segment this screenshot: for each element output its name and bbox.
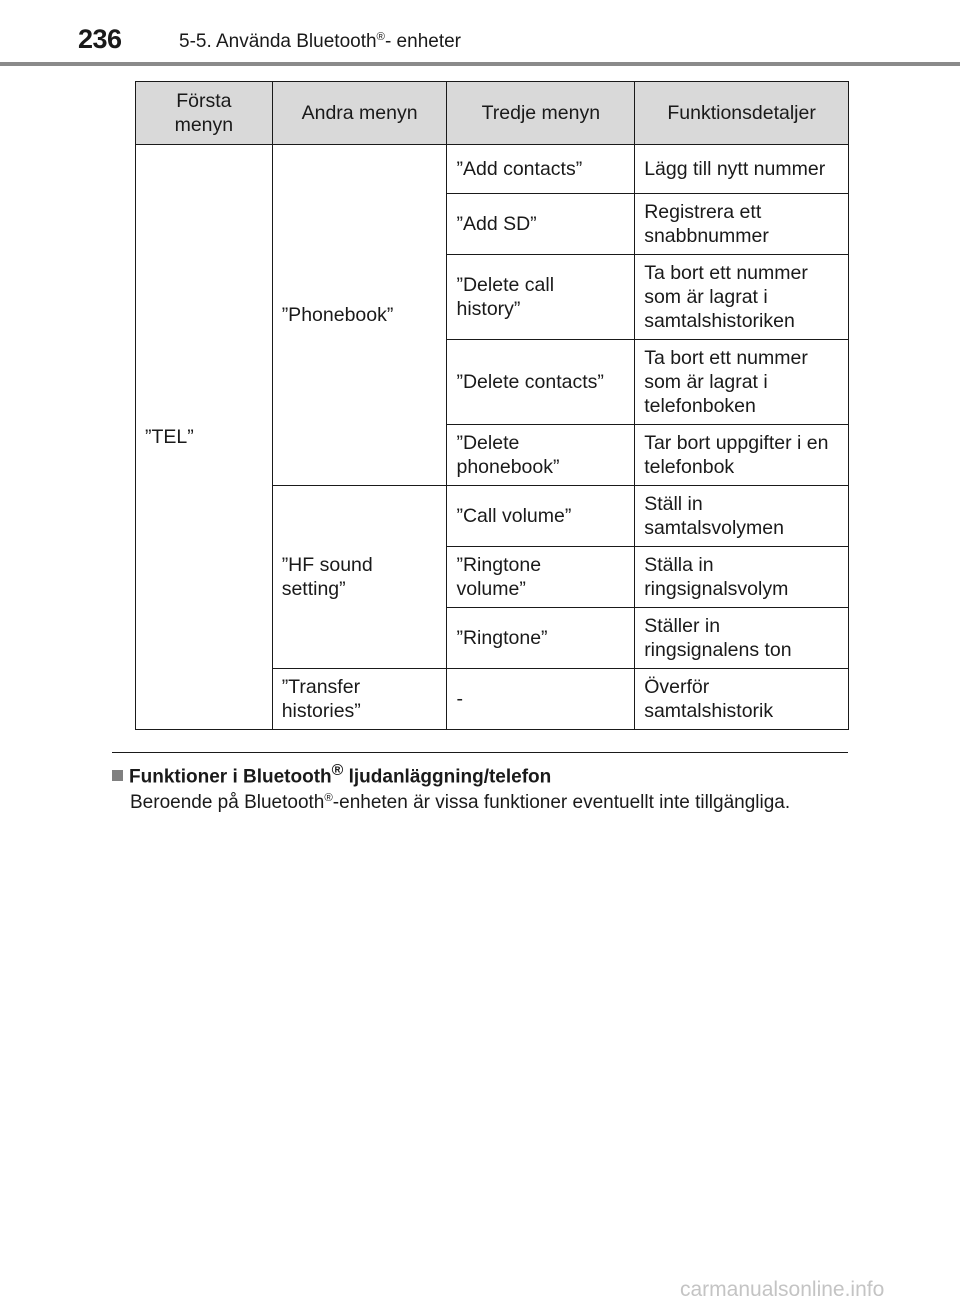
detail-cell: Ta bort ett nummer som är lagrat i telefonboken <box>635 340 849 425</box>
column-header: Funktionsdetaljer <box>635 82 849 145</box>
third-menu-cell: ”Call volume” <box>447 486 635 547</box>
second-menu-cell: ”Phonebook” <box>272 145 447 486</box>
second-menu-cell: ”Transfer histories” <box>272 669 447 730</box>
detail-cell: Tar bort uppgifter i en telefonbok <box>635 425 849 486</box>
body-suffix: -enheten är vissa funktioner eventuellt inte tillgängliga. <box>332 792 791 813</box>
third-menu-cell: ”Add contacts” <box>447 145 635 194</box>
third-menu-cell: ”Ringtone volume” <box>447 547 635 608</box>
section-title-prefix: 5-5. Använda Bluetooth <box>179 31 377 52</box>
menu-table <box>135 81 849 730</box>
third-menu-cell: - <box>447 669 635 730</box>
subsection-heading <box>112 762 551 788</box>
detail-cell: Överför samtalshistorik <box>635 669 849 730</box>
third-menu-cell: ”Add SD” <box>447 194 635 255</box>
detail-cell: Lägg till nytt nummer <box>635 145 849 194</box>
detail-cell: Ställa in ringsignalsvolym <box>635 547 849 608</box>
section-divider <box>112 752 848 753</box>
third-menu-cell: ”Delete phonebook” <box>447 425 635 486</box>
page-number: 236 <box>78 24 122 54</box>
subsection-title-suffix: ljudanläggning/telefon <box>343 766 552 788</box>
registered-mark: ® <box>324 792 333 805</box>
registered-mark: ® <box>376 31 385 44</box>
subsection-title-prefix: Funktioner i Bluetooth <box>129 766 332 788</box>
third-menu-cell: ”Delete contacts” <box>447 340 635 425</box>
table-row <box>136 145 849 194</box>
square-bullet-icon <box>112 770 123 781</box>
column-header: Första menyn <box>136 82 273 145</box>
table-header-row <box>136 82 849 145</box>
column-header: Tredje menyn <box>447 82 635 145</box>
header-divider <box>0 62 960 66</box>
third-menu-cell: ”Ringtone” <box>447 608 635 669</box>
registered-mark: ® <box>331 762 344 779</box>
watermark: carmanualsonline.info <box>680 1278 885 1301</box>
detail-cell: Ställ in samtalsvolymen <box>635 486 849 547</box>
column-header: Andra menyn <box>272 82 447 145</box>
first-menu-cell: ”TEL” <box>136 145 273 730</box>
third-menu-cell: ”Delete call history” <box>447 255 635 340</box>
detail-cell: Registrera ett snabbnummer <box>635 194 849 255</box>
second-menu-cell: ”HF sound setting” <box>272 486 447 669</box>
detail-cell: Ställer in ringsignalens ton <box>635 608 849 669</box>
page-header <box>0 0 960 70</box>
body-prefix: Beroende på Bluetooth <box>130 792 325 813</box>
section-title <box>179 31 461 53</box>
detail-cell: Ta bort ett nummer som är lagrat i samtalshistoriken <box>635 255 849 340</box>
section-title-suffix: - enheter <box>384 31 461 52</box>
subsection-body <box>130 792 790 814</box>
